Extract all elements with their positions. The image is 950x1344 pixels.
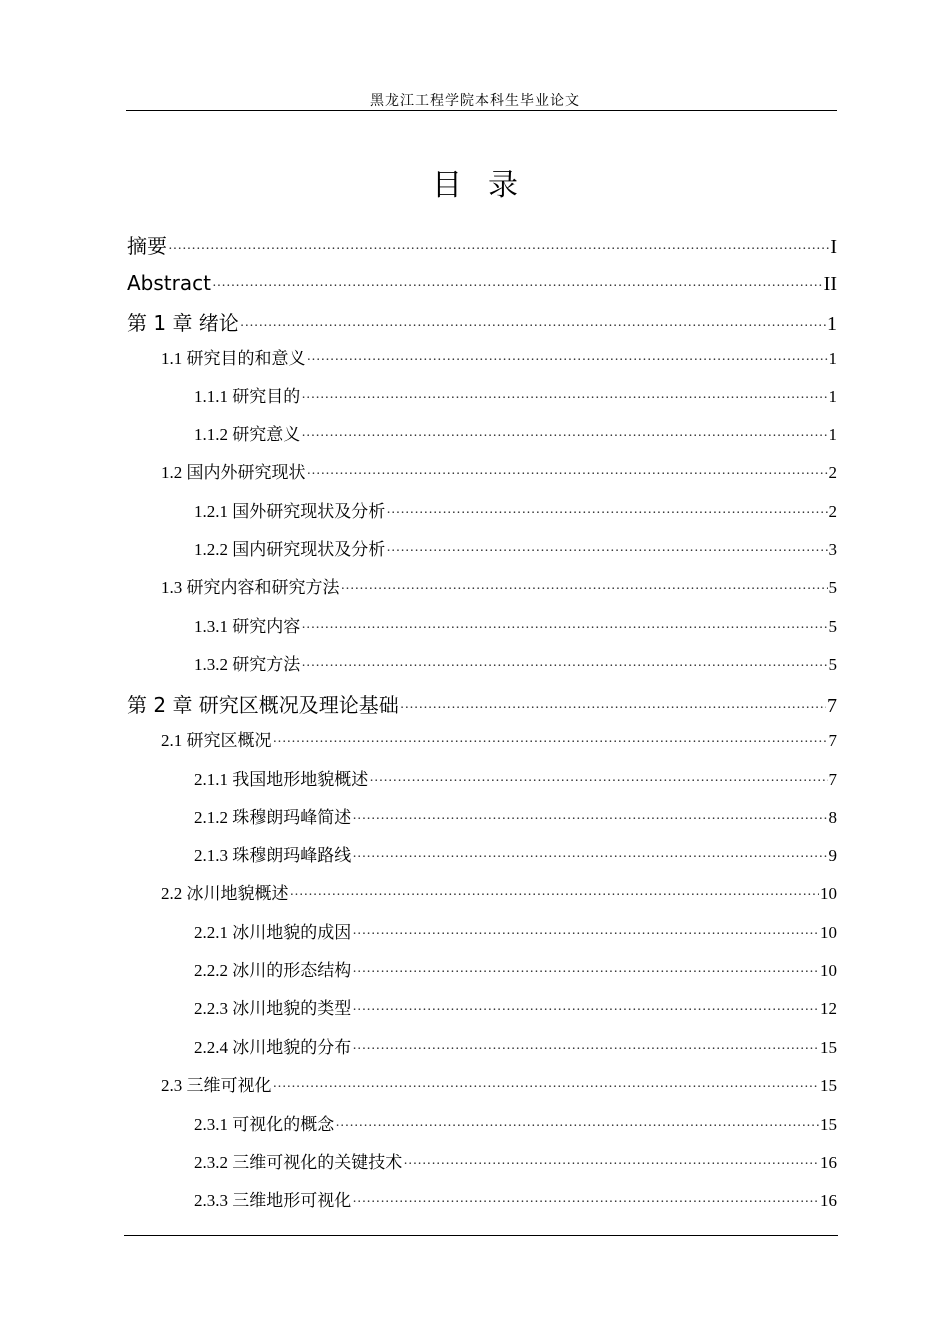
toc-leader-dots bbox=[301, 391, 827, 408]
toc-entry-page: 15 bbox=[820, 1076, 837, 1095]
toc-entry-page: 2 bbox=[828, 463, 837, 482]
toc-entry-label: 2.2.4 冰川地貌的分布 bbox=[194, 1038, 352, 1057]
toc-entry-label: 2.2.2 冰川的形态结构 bbox=[194, 961, 352, 980]
toc-entry bbox=[161, 731, 837, 752]
toc-leader-dots bbox=[352, 1195, 819, 1212]
toc-title: 目录 bbox=[432, 168, 544, 203]
toc-entry bbox=[127, 234, 837, 259]
toc-entry-page: 9 bbox=[828, 846, 837, 865]
toc-leader-dots bbox=[369, 774, 827, 791]
toc-entry-page: 15 bbox=[820, 1115, 837, 1134]
toc-entry-page: 5 bbox=[828, 578, 837, 597]
toc-leader-dots bbox=[352, 812, 827, 829]
toc-entry-label: 1.1.2 研究意义 bbox=[194, 425, 301, 444]
toc-entry-label: Abstract bbox=[127, 271, 211, 295]
toc-entry bbox=[194, 923, 837, 944]
toc-entry-page: 1 bbox=[827, 313, 837, 335]
toc-entry-label: 第 1 章 绪论 bbox=[127, 311, 239, 335]
toc-entry bbox=[127, 311, 837, 336]
toc-entry-label: 1.2.2 国内研究现状及分析 bbox=[194, 540, 386, 559]
toc-entry bbox=[194, 425, 837, 446]
toc-entry-label: 1.1 研究目的和意义 bbox=[161, 349, 306, 368]
toc-entry-label: 2.2 冰川地貌概述 bbox=[161, 884, 289, 903]
toc-entry-label: 2.3.2 三维可视化的关键技术 bbox=[194, 1153, 403, 1172]
toc-entry-page: 15 bbox=[820, 1038, 837, 1057]
toc-entry-page: 7 bbox=[828, 770, 837, 789]
toc-entry-page: 16 bbox=[820, 1153, 837, 1172]
toc-entry bbox=[194, 617, 837, 638]
toc-entry bbox=[127, 271, 837, 296]
toc-entry-page: 7 bbox=[827, 695, 837, 717]
toc-entry-label: 摘要 bbox=[127, 234, 167, 258]
toc-entry bbox=[194, 1153, 837, 1174]
toc-leader-dots bbox=[301, 621, 827, 638]
toc-entry-page: 10 bbox=[820, 884, 837, 903]
header-title: 黑龙江工程学院本科生毕业论文 bbox=[370, 93, 580, 109]
toc-leader-dots bbox=[341, 582, 828, 599]
toc-leader-dots bbox=[307, 467, 828, 484]
toc-entry-page: 8 bbox=[828, 808, 837, 827]
toc-entry-page: 12 bbox=[820, 999, 837, 1018]
toc-entry-page: I bbox=[830, 236, 837, 258]
toc-leader-dots bbox=[335, 1119, 819, 1136]
toc-entry-label: 2.3.1 可视化的概念 bbox=[194, 1115, 335, 1134]
toc-leader-dots bbox=[240, 319, 826, 336]
toc-leader-dots bbox=[301, 429, 827, 446]
toc-entry-label: 1.3.2 研究方法 bbox=[194, 655, 301, 674]
toc-entry-page: 16 bbox=[820, 1191, 837, 1210]
toc-entry-label: 2.1.2 珠穆朗玛峰简述 bbox=[194, 808, 352, 827]
toc-entry bbox=[194, 540, 837, 561]
toc-entry-page: 1 bbox=[828, 425, 837, 444]
toc-entry bbox=[161, 1076, 837, 1097]
toc-entry bbox=[194, 808, 837, 829]
toc-leader-dots bbox=[290, 888, 820, 905]
toc-entry bbox=[194, 655, 837, 676]
toc-leader-dots bbox=[352, 965, 819, 982]
toc-entry bbox=[194, 770, 837, 791]
toc-entry-label: 1.2.1 国外研究现状及分析 bbox=[194, 502, 386, 521]
toc-entry bbox=[194, 387, 837, 408]
toc-entry bbox=[194, 1038, 837, 1059]
toc-leader-dots bbox=[352, 927, 819, 944]
toc-entry-label: 2.2.3 冰川地貌的类型 bbox=[194, 999, 352, 1018]
toc-entry-label: 1.3 研究内容和研究方法 bbox=[161, 578, 340, 597]
toc-entry-page: 10 bbox=[820, 923, 837, 942]
toc-entry bbox=[161, 884, 837, 905]
toc-leader-dots bbox=[352, 850, 827, 867]
toc-entry-label: 1.2 国内外研究现状 bbox=[161, 463, 306, 482]
toc-entry bbox=[194, 846, 837, 867]
toc-entry bbox=[127, 693, 837, 718]
toc-entry-label: 1.1.1 研究目的 bbox=[194, 387, 301, 406]
toc-leader-dots bbox=[352, 1003, 819, 1020]
toc-entry-page: 5 bbox=[828, 655, 837, 674]
toc-entry-page: 5 bbox=[828, 617, 837, 636]
toc-leader-dots bbox=[352, 1042, 819, 1059]
toc-entry bbox=[161, 349, 837, 370]
toc-leader-dots bbox=[386, 506, 827, 523]
toc-entry-label: 2.3.3 三维地形可视化 bbox=[194, 1191, 352, 1210]
toc-entry bbox=[194, 1115, 837, 1136]
toc-leader-dots bbox=[386, 544, 827, 561]
toc-entry-page: 1 bbox=[828, 349, 837, 368]
toc-leader-dots bbox=[403, 1157, 819, 1174]
toc-leader-dots bbox=[400, 701, 826, 718]
toc-entry-label: 2.1.3 珠穆朗玛峰路线 bbox=[194, 846, 352, 865]
toc-entry bbox=[161, 578, 837, 599]
toc-entry-page: 3 bbox=[828, 540, 837, 559]
toc-entry-label: 2.1.1 我国地形地貌概述 bbox=[194, 770, 369, 789]
toc-leader-dots bbox=[168, 242, 829, 259]
toc-entry bbox=[194, 502, 837, 523]
toc-leader-dots bbox=[307, 353, 828, 370]
toc-entry-label: 2.3 三维可视化 bbox=[161, 1076, 272, 1095]
toc-entry bbox=[194, 1191, 837, 1212]
toc-entry-page: 2 bbox=[828, 502, 837, 521]
toc-leader-dots bbox=[301, 659, 827, 676]
footer-divider bbox=[124, 1235, 838, 1236]
toc-entry-page: II bbox=[823, 273, 837, 295]
toc-entry-label: 1.3.1 研究内容 bbox=[194, 617, 301, 636]
toc-leader-dots bbox=[273, 735, 828, 752]
toc-entry-label: 2.1 研究区概况 bbox=[161, 731, 272, 750]
toc-leader-dots bbox=[273, 1080, 820, 1097]
toc-leader-dots bbox=[212, 279, 823, 296]
toc-entry-page: 1 bbox=[828, 387, 837, 406]
toc-entry bbox=[161, 463, 837, 484]
toc-entry-label: 第 2 章 研究区概况及理论基础 bbox=[127, 693, 399, 717]
toc-entry-page: 10 bbox=[820, 961, 837, 980]
toc-entry bbox=[194, 961, 837, 982]
toc-entry-label: 2.2.1 冰川地貌的成因 bbox=[194, 923, 352, 942]
toc-entry-page: 7 bbox=[828, 731, 837, 750]
toc-entry bbox=[194, 999, 837, 1020]
